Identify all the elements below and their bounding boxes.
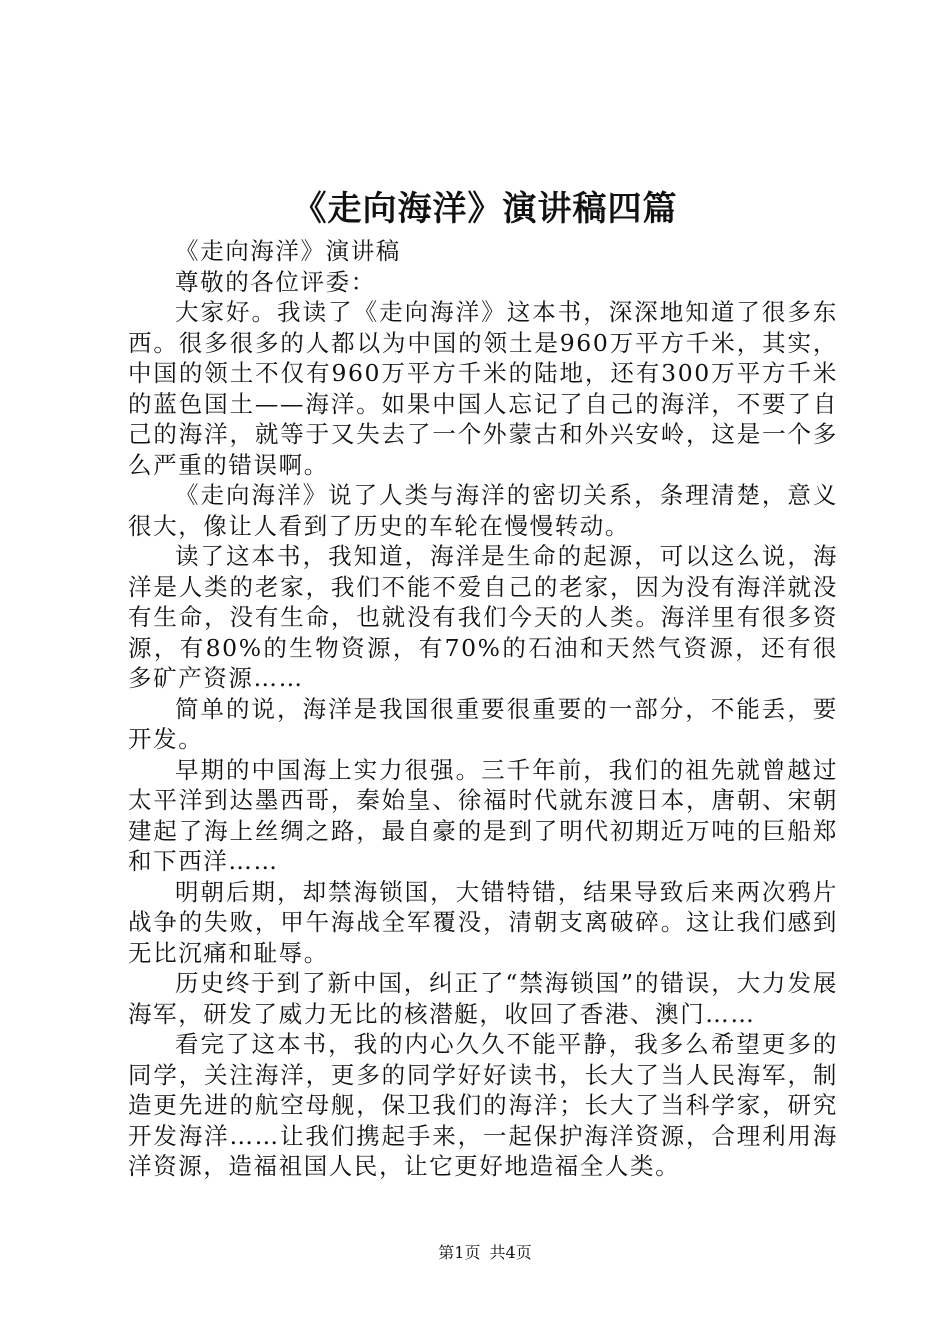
page-number: 第1页	[438, 1243, 481, 1262]
paragraph: 简单的说，海洋是我国很重要很重要的一部分，不能丢，要开发。	[128, 694, 838, 753]
paragraph: 早期的中国海上实力很强。三千年前，我们的祖先就曾越过太平洋到达墨西哥，秦始皇、徐福时代就东渡日本，唐朝、宋朝建起了海上丝绸之路，最自豪的是到了明代初期近万吨的巨船郑和下西洋……	[128, 755, 838, 875]
paragraph: 看完了这本书，我的内心久久不能平静，我多么希望更多的同学，关注海洋，更多的同学好好读书，长大了当人民海军，制造更先进的航空母舰，保卫我们的海洋；长大了当科学家，研究开发海洋……让我们携起手来，一起保护海洋资源，合理利用海洋资源，造福祖国人民，让它更好地造福全人类。	[128, 1030, 838, 1180]
document-body	[128, 236, 838, 1182]
paragraph: 读了这本书，我知道，海洋是生命的起源，可以这么说，海洋是人类的老家，我们不能不爱自己的老家，因为没有海洋就没有生命，没有生命，也就没有我们今天的人类。海洋里有很多资源，有80%的生物资源，有70%的石油和天然气资源，还有很多矿产资源……	[128, 542, 838, 692]
paragraph-subtitle: 《走向海洋》演讲稿	[175, 237, 401, 265]
paragraph: 历史终于到了新中国，纠正了“禁海锁国”的错误，大力发展海军，研发了威力无比的核潜艇，收回了香港、澳门……	[128, 969, 838, 1028]
paragraph: 明朝后期，却禁海锁国，大错特错，结果导致后来两次鸦片战争的失败，甲午海战全军覆没，清朝支离破碎。这让我们感到无比沉痛和耻辱。	[128, 877, 838, 967]
paragraph: 《走向海洋》说了人类与海洋的密切关系，条理清楚，意义很大，像让人看到了历史的车轮在慢慢转动。	[128, 481, 838, 540]
page-total: 共4页	[489, 1243, 532, 1262]
paragraph-salutation: 尊敬的各位评委：	[175, 267, 376, 296]
document-title: 《走向海洋》演讲稿四篇	[292, 189, 678, 229]
paragraph: 大家好。我读了《走向海洋》这本书，深深地知道了很多东西。很多很多的人都以为中国的领土是960万平方千米，其实，中国的领土不仅有960万平方千米的陆地，还有300万平方千米的蓝色国土——海洋。如果中国人忘记了自己的海洋，不要了自己的海洋，就等于又失去了一个外蒙古和外兴安岭，这是一个多么严重的错误啊。	[128, 298, 838, 479]
page-footer	[0, 1241, 950, 1265]
